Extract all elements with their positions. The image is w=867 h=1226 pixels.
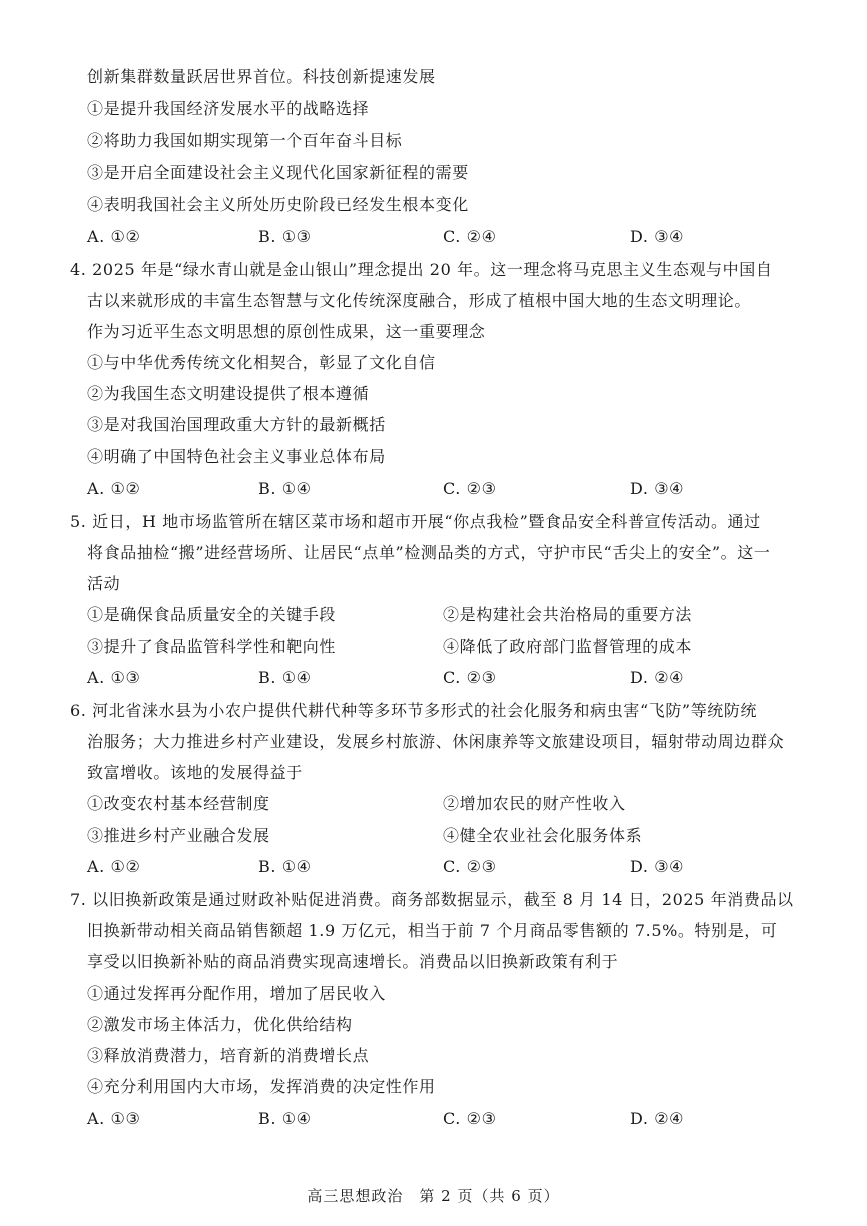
q6-item-3: ③推进乡村产业融合发展 — [87, 826, 270, 845]
q5-option-b: B. ①④ — [258, 668, 312, 687]
q6-option-b: B. ①④ — [258, 857, 312, 876]
page-footer: 高三思想政治 第 2 页（共 6 页） — [307, 1187, 560, 1205]
q7-option-c: C. ②③ — [443, 1109, 497, 1128]
q3-option-a: A. ①② — [87, 227, 141, 246]
q7-item-3: ③释放消费潜力，培育新的消费增长点 — [87, 1046, 370, 1065]
q6-item-4: ④健全农业社会化服务体系 — [443, 826, 643, 845]
q6-option-c: C. ②③ — [443, 857, 497, 876]
q7-item-2: ②激发市场主体活力，优化供给结构 — [87, 1015, 353, 1034]
q4-option-b: B. ①④ — [258, 479, 312, 498]
q4-option-d: D. ③④ — [630, 479, 685, 498]
q6-item-1: ①改变农村基本经营制度 — [87, 794, 270, 813]
q5-stem-line-3: 活动 — [87, 574, 121, 593]
q5-item-2: ②是构建社会共治格局的重要方法 — [443, 605, 693, 624]
q4-item-1: ①与中华优秀传统文化相契合，彰显了文化自信 — [87, 353, 436, 372]
q7-stem-line-1: 7. 以旧换新政策是通过财政补贴促进消费。商务部数据显示，截至 8 月 14 日，2025 年消费品以 — [70, 890, 794, 909]
q4-item-2: ②为我国生态文明建设提供了根本遵循 — [87, 384, 370, 403]
q3-option-b: B. ①③ — [258, 227, 312, 246]
q3-item-1: ①是提升我国经济发展水平的战略选择 — [87, 99, 370, 118]
q6-stem-line-2: 治服务；大力推进乡村产业建设，发展乡村旅游、休闲康养等文旅建设项目，辐射带动周边群众 — [87, 732, 785, 751]
q7-option-b: B. ①④ — [258, 1109, 312, 1128]
q3-item-4: ④表明我国社会主义所处历史阶段已经发生根本变化 — [87, 195, 469, 214]
q7-item-1: ①通过发挥再分配作用，增加了居民收入 — [87, 984, 386, 1003]
q6-stem-line-3: 致富增收。该地的发展得益于 — [87, 763, 303, 782]
q5-item-3: ③提升了食品监管科学性和靶向性 — [87, 637, 337, 656]
q4-option-c: C. ②③ — [443, 479, 497, 498]
q5-option-a: A. ①③ — [87, 668, 141, 687]
q4-item-4: ④明确了中国特色社会主义事业总体布局 — [87, 447, 386, 466]
q7-stem-line-2: 旧换新带动相关商品销售额超 1.9 万亿元，相当于前 7 个月商品零售额的 7.5%。特别是，可 — [87, 921, 778, 940]
q4-option-a: A. ①② — [87, 479, 141, 498]
q7-stem-line-3: 享受以旧换新补贴的商品消费实现高速增长。消费品以旧换新政策有利于 — [87, 952, 619, 971]
q4-stem-line-1: 4. 2025 年是“绿水青山就是金山银山”理念提出 20 年。这一理念将马克思主义生态观与中国自 — [70, 260, 773, 279]
q6-option-d: D. ③④ — [630, 857, 685, 876]
q7-option-d: D. ②④ — [630, 1109, 685, 1128]
q7-option-a: A. ①③ — [87, 1109, 141, 1128]
q6-item-2: ②增加农民的财产性收入 — [443, 794, 626, 813]
q6-option-a: A. ①② — [87, 857, 141, 876]
q4-item-3: ③是对我国治国理政重大方针的最新概括 — [87, 415, 386, 434]
q5-option-d: D. ②④ — [630, 668, 685, 687]
q3-option-d: D. ③④ — [630, 227, 685, 246]
q5-item-4: ④降低了政府部门监督管理的成本 — [443, 637, 693, 656]
q5-stem-line-2: 将食品抽检“搬”进经营场所、让居民“点单”检测品类的方式，守护市民“舌尖上的安全”。这一 — [87, 543, 771, 562]
q5-stem-line-1: 5. 近日，H 地市场监管所在辖区菜市场和超市开展“你点我检”暨食品安全科普宣传活动。通过 — [70, 512, 761, 531]
q5-item-1: ①是确保食品质量安全的关键手段 — [87, 605, 337, 624]
q3-item-3: ③是开启全面建设社会主义现代化国家新征程的需要 — [87, 163, 469, 182]
q4-stem-line-2: 古以来就形成的丰富生态智慧与文化传统深度融合，形成了植根中国大地的生态文明理论。 — [87, 291, 752, 310]
q6-stem-line-1: 6. 河北省涞水县为小农户提供代耕代种等多环节多形式的社会化服务和病虫害“飞防”等统防统 — [70, 701, 758, 720]
q3-item-2: ②将助力我国如期实现第一个百年奋斗目标 — [87, 131, 403, 150]
q3-option-c: C. ②④ — [443, 227, 497, 246]
q7-item-4: ④充分利用国内大市场，发挥消费的决定性作用 — [87, 1077, 436, 1096]
q3-stem-tail: 创新集群数量跃居世界首位。科技创新提速发展 — [87, 67, 436, 86]
q5-option-c: C. ②③ — [443, 668, 497, 687]
q4-stem-line-3: 作为习近平生态文明思想的原创性成果，这一重要理念 — [87, 322, 486, 341]
